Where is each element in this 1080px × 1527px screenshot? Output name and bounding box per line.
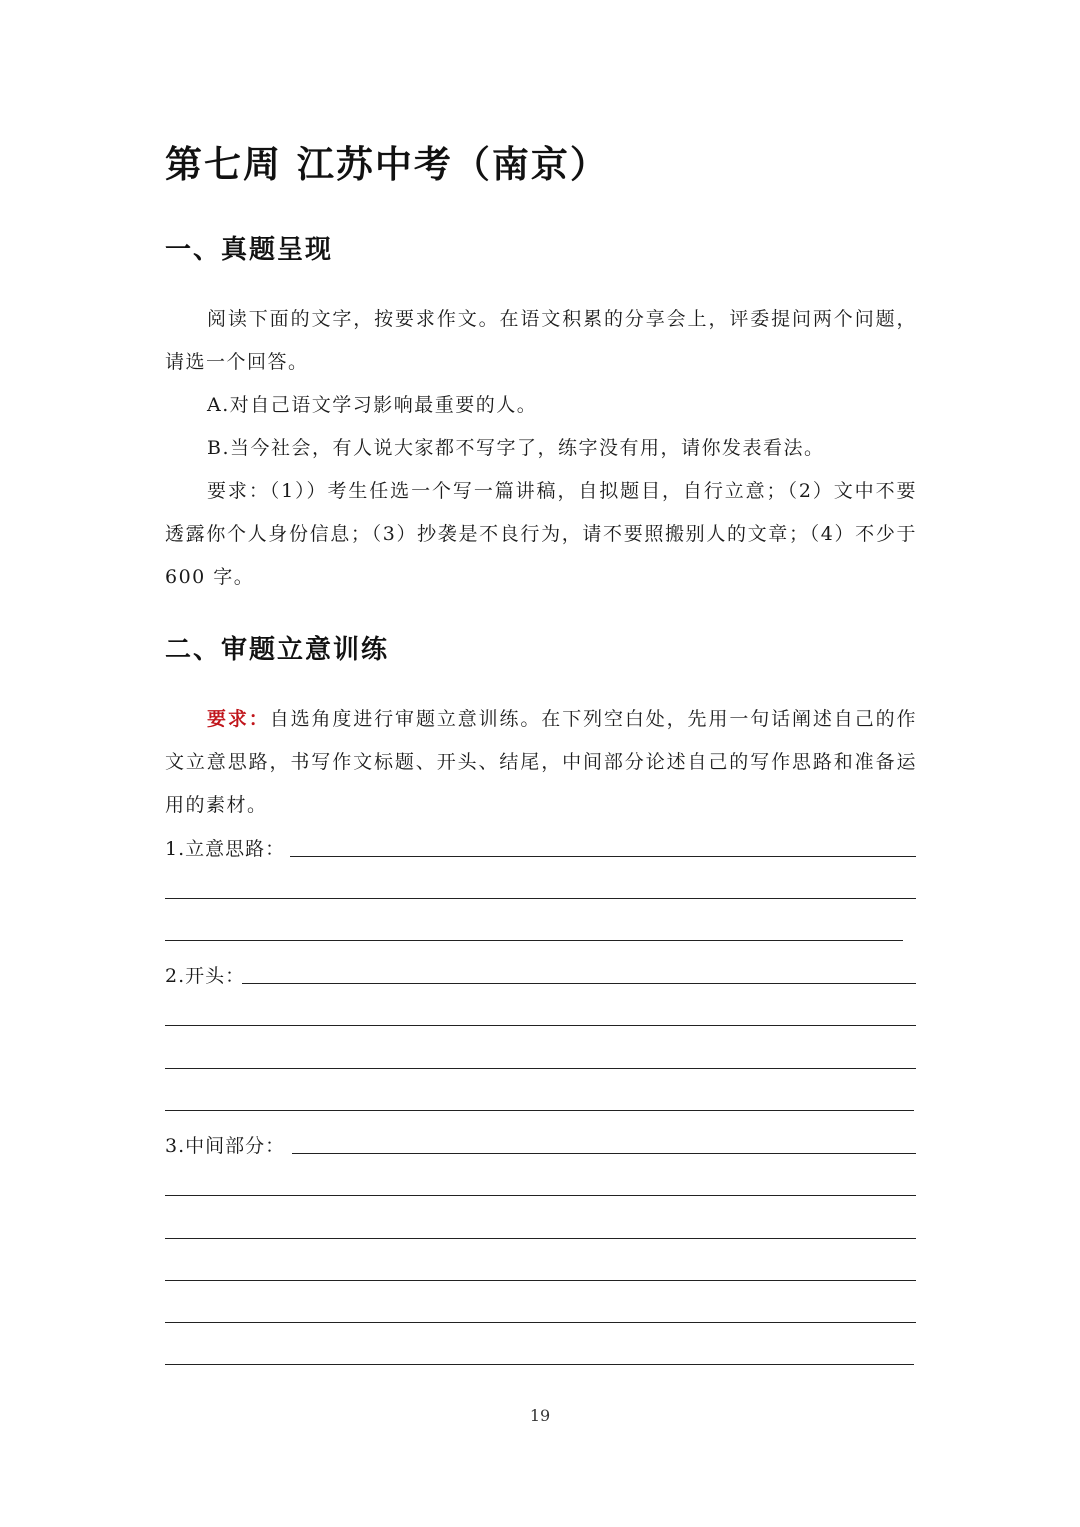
write-line[interactable] [165,1238,916,1239]
section-1-heading: 一、真题呈现 [165,235,334,265]
page-title: 第七周 江苏中考（南京） [165,143,609,186]
write-line[interactable] [165,1068,916,1069]
option-b: B.当今社会，有人说大家都不写字了，练字没有用，请你发表看法。 [207,437,825,459]
section-1-requirements: 要求：（1））考生任选一个写一篇讲稿，自拟题目，自行立意；（2）文中不要透露你个人身份信息；（3）抄袭是不良行为，请不要照搬别人的文章；（4）不少于 600 字。 [165,480,917,588]
field-2-label: 2.开头： [165,965,246,987]
field-3-label: 3.中间部分： [165,1135,286,1157]
field-1-label: 1.立意思路： [165,838,286,860]
write-line[interactable] [165,1110,914,1111]
write-line[interactable] [165,1195,916,1196]
write-line[interactable] [165,940,903,941]
write-line[interactable] [165,1025,916,1026]
requirement-label: 要求： [207,708,270,730]
write-line[interactable] [165,1364,914,1365]
write-line[interactable] [165,1280,916,1281]
requirement-text: 自选角度进行审题立意训练。在下列空白处，先用一句话阐述自己的作文立意思路，书写作文标题、开头、结尾，中间部分论述自己的写作思路和准备运用的素材。 [165,708,917,816]
section-1-prompt: 阅读下面的文字，按要求作文。在语文积累的分享会上，评委提问两个问题，请选一个回答。 [165,308,917,373]
write-line[interactable] [290,856,916,857]
write-line[interactable] [292,1153,916,1154]
option-a: A.对自己语文学习影响最重要的人。 [207,394,538,416]
write-line[interactable] [165,1322,916,1323]
write-line[interactable] [242,983,916,984]
section-2-instructions [165,698,917,827]
write-line[interactable] [165,898,916,899]
section-2-heading: 二、审题立意训练 [165,635,390,665]
page-number: 19 [529,1406,551,1425]
